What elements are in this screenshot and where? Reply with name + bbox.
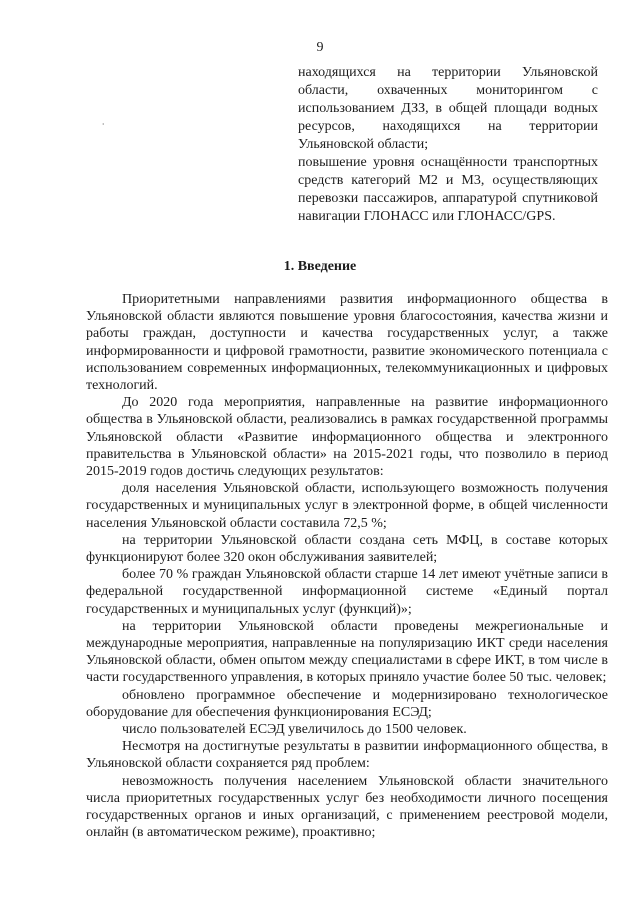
paragraph: на территории Ульяновской области создана сеть МФЦ, в составе которых функционируют более 320 окон обслуживания заявителей; bbox=[86, 532, 608, 566]
page-number: 9 bbox=[316, 40, 324, 55]
continuation-item: находящихся на территории Ульяновской области, охваченных мониторингом с использованием ДЗЗ, в общей площади водных ресурсов, находящихся на территории Ульяновской области; bbox=[298, 65, 598, 152]
paragraph: более 70 % граждан Ульяновской области старше 14 лет имеют учётные записи в федеральной государственной информационной системе «Единый портал государственных и муниципальных услуг (функций)»; bbox=[86, 567, 608, 617]
paragraph: До 2020 года мероприятия, направленные на развитие информационного общества в Ульяновской области, реализовались в рамках государственной программы Ульяновской области «Развитие информационного общества и электронного правительства в Ульяновской области» на 2015-2021 годы, что позволило в период 2015-2019 годов достичь следующих результатов: bbox=[86, 395, 608, 480]
section-title: 1. Введение bbox=[283, 259, 357, 274]
paragraph: невозможность получения населением Ульяновской области значительного числа приоритетных государственных услуг без необходимости личного посещения государственных органов и иных организаций, с применением реестровой модели, онлайн (в автоматическом режиме), проактивно; bbox=[86, 773, 608, 841]
paragraph: число пользователей ЕСЭД увеличилось до 1500 человек. bbox=[122, 722, 467, 738]
paragraph: Приоритетными направлениями развития информационного общества в Ульяновской области являются повышение уровня благосостояния, качества жизни и работы граждан, доступности и качества государственных услуг, а также информированности и цифровой грамотности, развитие экономического потенциала с использованием современных информационных, телекоммуникационных и цифровых технологий. bbox=[86, 292, 608, 394]
paragraph: доля населения Ульяновской области, использующего возможность получения государственных и муниципальных услуг в электронной форме, в общей численности населения Ульяновской области составила 72,5 %; bbox=[86, 481, 608, 531]
paragraph: обновлено программное обеспечение и модернизировано технологическое оборудование для обеспечения функционирования ЕСЭД; bbox=[86, 687, 608, 720]
paragraph: Несмотря на достигнутые результаты в развитии информационного общества, в Ульяновской области сохраняется ряд проблем: bbox=[86, 739, 608, 772]
scan-mark-icon: ⸳ bbox=[102, 118, 105, 128]
continuation-block bbox=[298, 64, 598, 226]
continuation-item: повышение уровня оснащённости транспортных средств категорий М2 и М3, осуществляющих перевозки пассажиров, аппаратурой спутниковой навигации ГЛОНАСС или ГЛОНАСС/GPS. bbox=[298, 155, 598, 224]
section-body bbox=[86, 291, 608, 842]
paragraph: на территории Ульяновской области проведены межрегиональные и международные мероприятия, направленные на популяризацию ИКТ среди населения Ульяновской области, обмен опытом между специалистами в сфере ИКТ, в том числе в части государственного управления, в которых приняло участие более 50 тыс. человек; bbox=[86, 618, 608, 686]
